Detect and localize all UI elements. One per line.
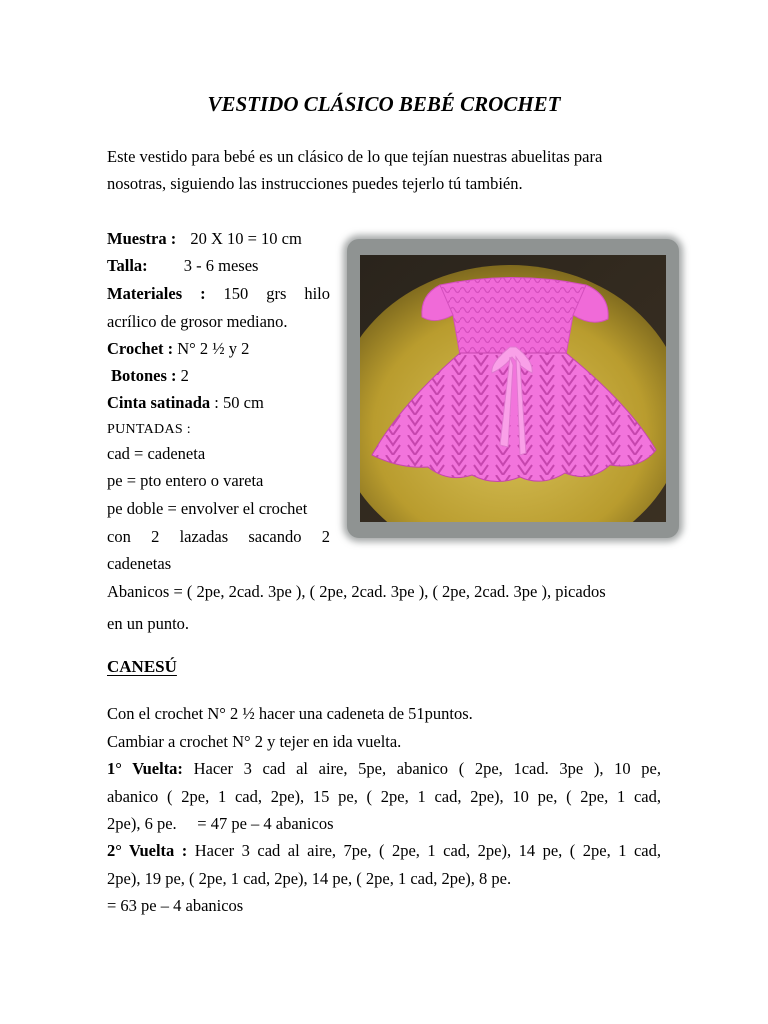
spec-crochet-label: Crochet :: [107, 339, 174, 358]
puntada-pe-doble-1: pe doble = envolver el crochet: [107, 499, 308, 518]
intro-line-2: nosotras, siguiendo las instrucciones puedes tejerlo tú también.: [107, 174, 523, 193]
puntada-pe: pe = pto entero o vareta: [107, 471, 264, 490]
dress-photo-frame: [347, 239, 679, 538]
spec-talla-label: Talla:: [107, 256, 148, 275]
spec-muestra: [107, 229, 302, 249]
spec-botones-value: 2: [180, 366, 189, 385]
vuelta-1-line-2: abanico ( 2pe, 1 cad, 2pe), 15 pe, ( 2pe, 1 cad, 2pe), 10 pe, ( 2pe, 1 cad,: [107, 787, 661, 806]
spec-muestra-value: 20 X 10 = 10 cm: [190, 229, 302, 248]
puntada-pe-doble-2: con 2 lazadas sacando 2: [107, 527, 330, 546]
vuelta-2-text-1: Hacer 3 cad al aire, 7pe, ( 2pe, 1 cad, 2pe), 14 pe, ( 2pe, 1 cad,: [194, 841, 661, 860]
abanicos-line-2: en un punto.: [107, 614, 190, 633]
vuelta-1-line-3: 2pe), 6 pe. = 47 pe – 4 abanicos: [107, 814, 334, 833]
spec-cinta-value: : 50 cm: [214, 393, 264, 412]
spec-botones: [111, 366, 189, 386]
puntada-pe-doble-3: cadenetas: [107, 554, 172, 573]
spec-materiales: [107, 284, 330, 304]
spec-muestra-label: Muestra :: [107, 229, 177, 248]
canesu-line-1: Con el crochet N° 2 ½ hacer una cadeneta de 51puntos.: [107, 704, 473, 723]
intro-line-1: Este vestido para bebé es un clásico de lo que tejían nuestras abuelitas para: [107, 147, 603, 166]
vuelta-1-label: 1° Vuelta:: [107, 759, 183, 778]
vuelta-2-line-2: 2pe), 19 pe, ( 2pe, 1 cad, 2pe), 14 pe, ( 2pe, 1 cad, 2pe), 8 pe.: [107, 869, 512, 888]
spec-crochet-value: N° 2 ½ y 2: [177, 339, 250, 358]
page-title: VESTIDO CLÁSICO BEBÉ CROCHET: [207, 92, 561, 116]
vuelta-2-line-1: [107, 841, 661, 861]
puntadas-heading: PUNTADAS :: [107, 422, 191, 437]
dress-photo: [360, 255, 666, 522]
canesu-heading: CANESÚ: [107, 657, 177, 676]
spec-talla: [107, 256, 258, 276]
spec-materiales-cont: acrílico de grosor mediano.: [107, 312, 288, 331]
spec-cinta: [107, 393, 264, 413]
spec-crochet: [107, 339, 249, 359]
vuelta-1-line-1: [107, 759, 661, 779]
vuelta-1-text-1: Hacer 3 cad al aire, 5pe, abanico ( 2pe, 1cad. 3pe ), 10 pe,: [193, 759, 661, 778]
vuelta-2-line-3: = 63 pe – 4 abanicos: [107, 896, 244, 915]
canesu-line-2: Cambiar a crochet N° 2 y tejer en ida vuelta.: [107, 732, 402, 751]
vuelta-2-label: 2° Vuelta :: [107, 841, 188, 860]
spec-materiales-value: 150 grs hilo: [223, 284, 331, 303]
spec-botones-label: Botones :: [111, 366, 177, 385]
puntada-cad: cad = cadeneta: [107, 444, 206, 463]
abanicos-line-1: Abanicos = ( 2pe, 2cad. 3pe ), ( 2pe, 2cad. 3pe ), ( 2pe, 2cad. 3pe ), picados: [107, 582, 606, 601]
spec-cinta-label: Cinta satinada: [107, 393, 211, 412]
spec-talla-value: 3 - 6 meses: [183, 256, 259, 275]
spec-materiales-label: Materiales :: [107, 284, 206, 303]
